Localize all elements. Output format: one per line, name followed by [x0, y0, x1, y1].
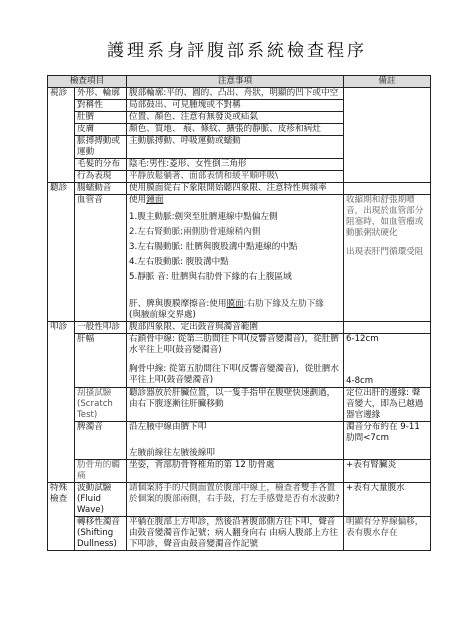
row-note: 顏色、質地、 痕、條紋、擴張的靜脈、皮疹和病灶: [127, 124, 344, 136]
liver-note: [127, 334, 344, 388]
vascular-note: [127, 195, 344, 322]
row-remark: +表有大量腹水: [344, 483, 431, 517]
table-row: [48, 483, 431, 517]
vascular-intro-bell: 鐘面: [146, 195, 164, 205]
row-sub: 毛髮的分布: [75, 159, 127, 171]
friction-tail: (與腋前線交界處): [129, 310, 196, 320]
header-item: 檢查項目: [48, 76, 127, 88]
liver-remark: [344, 334, 431, 388]
row-remark: 明顯有分界線偏移，表有腹水存在: [344, 517, 431, 551]
row-sub: 行為表現: [75, 171, 127, 183]
table-row: [48, 388, 431, 422]
row-sub: 肚臍: [75, 112, 127, 124]
row-sub: 波動試驗(Fluid Wave): [75, 483, 127, 517]
friction-post: :右肋下緣及左肋下緣: [243, 299, 324, 309]
row-note: 使用膜面從右下象限開始聽四象限、注意特性與頻率: [127, 183, 344, 195]
section-inspection-label: 視診: [48, 88, 75, 183]
row-sub: 腸蠕動音: [75, 183, 127, 195]
row-remark: +表有腎臟炎: [344, 460, 431, 483]
row-sub: 肋骨角的觸痛: [75, 460, 127, 483]
section-special-label: 特殊檢查: [48, 483, 75, 551]
vascular-remark: [344, 195, 431, 322]
table-header-row: [48, 76, 431, 88]
row-sub: 脾濁音: [75, 422, 127, 460]
exam-procedure-table: [47, 75, 431, 551]
row-remark: [344, 183, 431, 195]
table-row: [48, 88, 431, 100]
row-note: 平躺在腹部上方叩診，然後沿著腹部側方往下叩，聲音由鼓音變濁音作記號；病人翻身向右 由病人腹部上方往下叩診，聲音由鼓音變濁音作記號: [127, 517, 344, 551]
vascular-item: 2.左右腎動脈:兩側肋骨連線稍內側: [129, 227, 261, 237]
inspection-remarks: [344, 88, 431, 183]
table-row: [48, 183, 431, 195]
row-sub: 皮膚: [75, 124, 127, 136]
spleen-note: [127, 422, 344, 460]
vascular-item: 3.左右腸動脈: 肚臍與腹股溝中點連線的中點: [129, 242, 298, 252]
row-remark: [344, 322, 431, 334]
liver-note-a: 右鎖骨中線: 從第三肋間往下叩(反響音變濁音)，從肚臍水平往上叩(鼓音變濁音): [129, 334, 340, 355]
row-note: 主動脈搏動、呼吸運動或蠕動: [127, 136, 344, 159]
header-notes: 注意事項: [127, 76, 344, 88]
row-remark: 定位出肝的邊緣: 聲音變大，即為已越過器官邊緣: [344, 388, 431, 422]
row-note: 陰毛:男性:菱形、女性倒三角形: [127, 159, 344, 171]
section-auscultation-label: 聽診: [48, 183, 75, 322]
header-remarks: 備註: [344, 76, 431, 88]
row-sub: 刮搔試驗(Scratch Test): [75, 388, 127, 422]
spleen-note-a: 沿左腋中線由臍下叩: [129, 422, 207, 432]
row-note: 腹部輪廓:平的、圓的、凸出、舟狀，明顯的凹下或中空: [127, 88, 344, 100]
table-row: [48, 195, 431, 322]
vascular-item: 5.靜脈 音: 肚臍與右肋骨下緣的右上腹區域: [129, 272, 292, 282]
table-row: [48, 517, 431, 551]
table-row: [48, 422, 431, 460]
spleen-note-b: 左腋前線往左腋後線叩: [129, 448, 215, 458]
table-row: [48, 460, 431, 483]
row-sub: 脈搏搏動或運動: [75, 136, 127, 159]
row-note: 腹部四象限、定出鼓音與濁音範圍: [127, 322, 344, 334]
friction-pre: 肝、脾與腹膜摩擦音:使用: [129, 299, 227, 309]
liver-remark-b: 4-8cm: [346, 376, 374, 386]
vascular-item: 4.左右股動脈: 腹股溝中點: [129, 257, 229, 267]
vascular-remark-a: 收縮期和舒張期嘈音，出現於血管部分阻塞時，如血管瘤或動脈粥狀硬化: [346, 195, 424, 238]
row-note: 局部鼓出、可見腫塊或不對稱: [127, 100, 344, 112]
vascular-intro-pre: 使用: [129, 195, 147, 205]
row-sub: 轉移性濁音(Shifting Dullness): [75, 517, 127, 551]
row-sub: 血管音: [75, 195, 127, 322]
table-row: [48, 334, 431, 388]
row-note: 聽診器放於肝臟位置，以一隻手指甲在腹壁快速劃過，由右下腹逐漸往肝臟移動: [127, 388, 344, 422]
friction-diaphragm: 膜面: [226, 299, 244, 309]
liver-note-b: 胸骨中線: 從第五肋間往下叩(反響音變濁音)，從肚臍水平往上叩(鼓音變濁音): [129, 364, 340, 385]
page-title: 護理系身評腹部系統檢查程序: [107, 41, 367, 61]
vascular-remark-b: 出現表肝門循環受阻: [346, 247, 424, 257]
row-remark: 濁音分布約在 9-11 肋間<7cm: [344, 422, 431, 460]
row-sub: 外形、輪廓: [75, 88, 127, 100]
row-note: 平靜放鬆躺著、面部表情和緩平順呼吸\: [127, 171, 344, 183]
row-sub: 一般性叩診: [75, 322, 127, 334]
table-row: [48, 322, 431, 334]
liver-remark-a: 6-12cm: [346, 334, 379, 344]
row-note: 位置、顏色、注意有無發炎或疝氣: [127, 112, 344, 124]
row-sub: 肝幅: [75, 334, 127, 388]
section-percussion-label: 叩診: [48, 322, 75, 483]
row-sub: 對稱性: [75, 100, 127, 112]
vascular-item: 1.腹主動脈:劍突至肚臍連線中點偏左側: [129, 212, 278, 222]
row-note: 坐姿，背部肋骨脊椎角的第 12 肋骨處: [127, 460, 344, 483]
row-note: 請個案將手的尺側面置於腹部中線上，檢查者雙手各置於個案的腹部兩側，右手鼓，打左手感覺是否有水波動?: [127, 483, 344, 517]
